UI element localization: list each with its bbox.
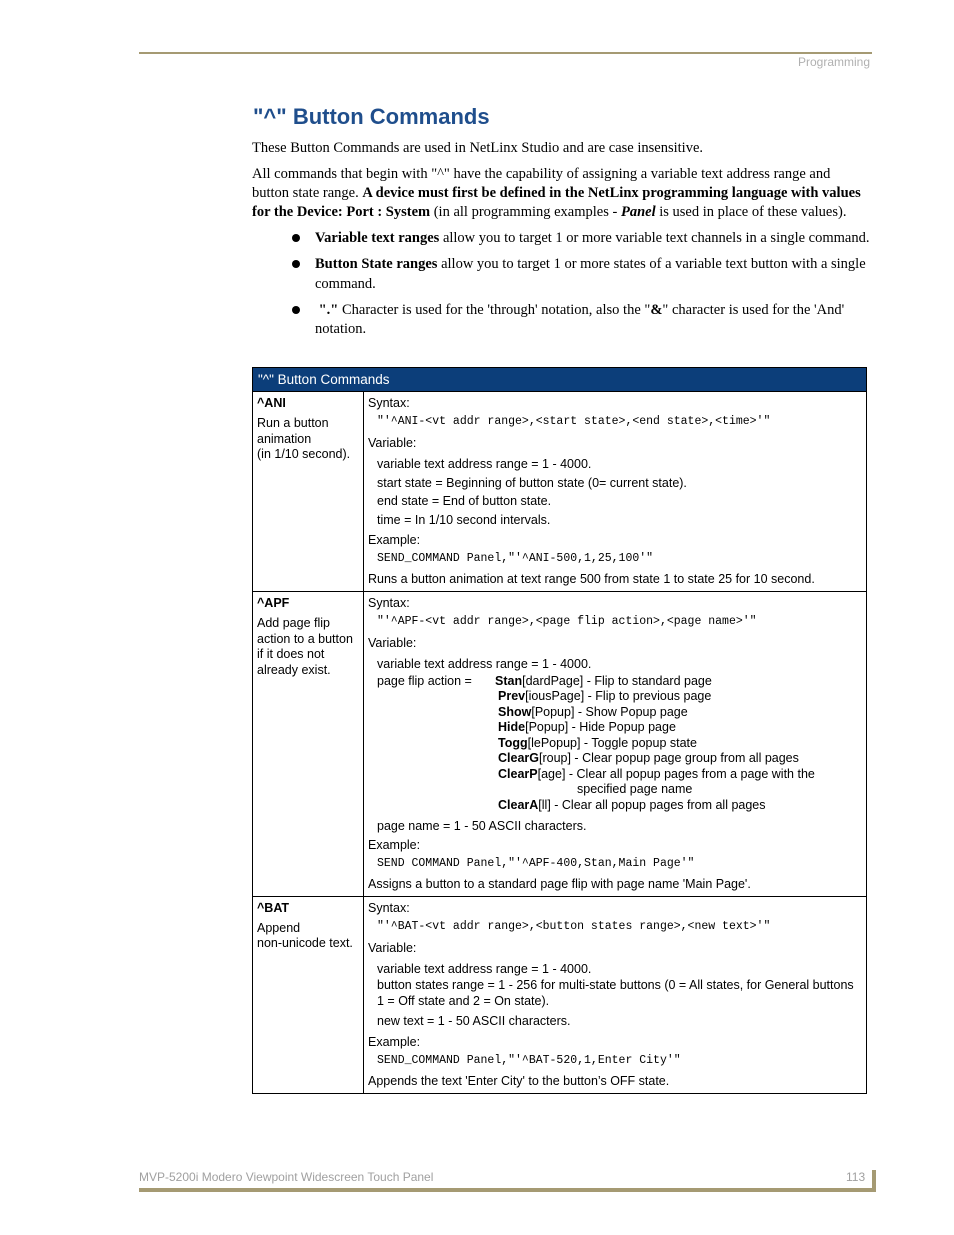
command-description (257, 921, 359, 952)
variable-list (368, 655, 862, 674)
option-text: [lePopup] - Toggle popup state (527, 735, 697, 750)
option-text: [Popup] - Hide Popup page (525, 720, 676, 734)
option-text: [iousPage] - Flip to previous page (525, 689, 712, 703)
details-cell (364, 896, 867, 1093)
option-key: ClearG (498, 751, 539, 765)
variable-list (368, 455, 862, 529)
variable-item: button states range = 1 - 256 for multi-state buttons (0 = All states, for General buttons 1 = Off state and 2 = On state). (377, 978, 854, 1008)
bullet-term: "." (318, 301, 339, 318)
footer-rule (139, 1188, 876, 1192)
bullet-icon (292, 306, 300, 314)
table-header: "^" Button Commands (253, 368, 867, 392)
bullet-icon (292, 260, 300, 268)
option-key: ClearA (498, 797, 539, 812)
bullet-list (292, 229, 870, 346)
page-title: "^" Button Commands (253, 104, 490, 129)
page-flip-option (495, 767, 862, 783)
variable-item: variable text address range = 1 - 4000. (377, 961, 592, 976)
command-description (257, 416, 359, 463)
bullet-item (292, 229, 870, 249)
range-paragraph-text-2: (in all programming examples - (430, 204, 621, 220)
bullet-item (292, 301, 870, 340)
variable-item: variable text address range = 1 - 4000. (377, 657, 592, 671)
syntax-label: Syntax: (368, 596, 410, 610)
bullet-term: Button State ranges (315, 256, 438, 272)
page-flip-option (495, 720, 862, 736)
option-key: Hide (498, 720, 526, 734)
description-line: if it does not (257, 647, 325, 661)
intro-paragraph: These Button Commands are used in NetLinx Studio and are case insensitive. (252, 140, 704, 156)
range-paragraph-bold: A device must first be defined in the NetLinx programming language with values for the Device: Port : System (252, 185, 861, 220)
option-key: Prev (498, 689, 526, 703)
option-key: Show (498, 704, 532, 719)
description-line: Run a button (257, 416, 329, 430)
details-cell (364, 392, 867, 592)
variable-list (368, 960, 862, 1031)
button-commands-table (252, 367, 867, 1094)
description-line: animation (257, 431, 312, 446)
variable-label: Variable: (368, 940, 417, 955)
variable-item: time = In 1/10 second intervals. (377, 512, 551, 527)
description-line: (in 1/10 second). (257, 447, 351, 461)
bullet-text: allow you to target 1 or more variable text channels in a single command. (439, 230, 870, 246)
command-cell (253, 896, 364, 1093)
example-code: SEND_COMMAND Panel,"'^ANI-500,1,25,100'" (377, 552, 654, 565)
page-flip-option-continued (495, 782, 862, 798)
description-line: Append (257, 920, 301, 935)
syntax-label: Syntax: (368, 396, 410, 410)
details-cell (364, 592, 867, 897)
variable-item: variable text address range = 1 - 4000. (377, 457, 592, 471)
variable-list (368, 817, 862, 836)
bullet-item (292, 255, 870, 294)
variable-item: page name = 1 - 50 ASCII characters. (377, 819, 587, 833)
variable-item: start state = Beginning of button state (0= current state). (377, 475, 687, 490)
syntax-code: "'^BAT-<vt addr range>,<button states range>,<new text>'" (377, 919, 771, 933)
page-flip-option-list (495, 674, 862, 814)
command-name: ^BAT (257, 900, 290, 915)
option-text: [roup] - Clear popup page group from all pages (539, 751, 799, 765)
range-paragraph (252, 165, 870, 222)
bullet-text: allow you to target 1 or more states of a variable text button with a single command. (315, 256, 866, 292)
option-text: [Popup] - Show Popup page (531, 704, 688, 719)
syntax-code: "'^ANI-<vt addr range>,<start state>,<end state>,<time>'" (377, 415, 771, 428)
bullet-text: Character is used for the 'through' notation, also the " (338, 301, 651, 318)
table-row (253, 896, 867, 1093)
command-name: ^ANI (257, 396, 286, 410)
bullet-term-2: & (650, 301, 663, 318)
header-section-label: Programming (797, 55, 870, 69)
command-cell (253, 392, 364, 592)
command-description (257, 616, 359, 678)
description-line: already exist. (257, 662, 331, 677)
page-flip-option (495, 751, 862, 767)
panel-emphasis: Panel (620, 204, 656, 220)
table-row (253, 592, 867, 897)
option-key: Stan (495, 673, 523, 688)
table-row (253, 392, 867, 592)
page-flip-option (495, 689, 862, 705)
option-text: specified page name (577, 782, 693, 796)
option-key: ClearP (498, 766, 538, 781)
page-flip-option (495, 736, 862, 752)
option-key: Togg (498, 735, 528, 750)
option-text: [dardPage] - Flip to standard page (522, 673, 712, 688)
page-flip-label: page flip action = (377, 673, 472, 688)
example-code: SEND COMMAND Panel,"'^APF-400,Stan,Main Page'" (377, 856, 695, 870)
example-description: Runs a button animation at text range 500 from state 1 to state 25 for 10 second. (368, 572, 815, 586)
variable-item: end state = End of button state. (377, 494, 552, 508)
footer-title: MVP-5200i Modero Viewpoint Widescreen Touch Panel (139, 1170, 434, 1184)
description-line: Add page flip (257, 616, 330, 630)
bullet-text-2: " character is used for the 'And' notation. (315, 301, 845, 337)
command-name: ^APF (257, 596, 290, 610)
page-flip-options (368, 674, 862, 814)
footer-page-number: 113 (846, 1170, 866, 1184)
option-text: [ll] - Clear all popup pages from all pages (538, 797, 766, 812)
variable-label: Variable: (368, 436, 417, 450)
syntax-label: Syntax: (368, 900, 410, 915)
example-label: Example: (368, 837, 421, 852)
example-description: Appends the text 'Enter City' to the button’s OFF state. (368, 1073, 670, 1088)
page-flip-option (495, 705, 862, 721)
description-line: non-unicode text. (257, 936, 353, 950)
option-text: [age] - Clear all popup pages from a page with the (537, 766, 815, 781)
syntax-code: "'^APF-<vt addr range>,<page flip action>,<page name>'" (377, 615, 757, 628)
bullet-term: Variable text ranges (315, 230, 440, 246)
variable-item: new text = 1 - 50 ASCII characters. (377, 1014, 571, 1028)
header-rule (139, 52, 872, 54)
page-flip-option (495, 798, 862, 814)
bullet-icon (292, 234, 300, 242)
example-label: Example: (368, 1034, 421, 1049)
example-code: SEND_COMMAND Panel,"'^BAT-520,1,Enter City'" (377, 1053, 681, 1067)
range-paragraph-text-3: is used in place of these values). (655, 204, 847, 220)
example-label: Example: (368, 533, 421, 547)
example-description: Assigns a button to a standard page flip with page name 'Main Page'. (368, 876, 751, 891)
page-flip-option (495, 674, 862, 690)
variable-label: Variable: (368, 636, 417, 650)
description-line: action to a button (257, 631, 353, 646)
command-cell (253, 592, 364, 897)
range-paragraph-text: All commands that begin with "^" have the capability of assigning a variable text address range and button state range. (252, 166, 831, 201)
